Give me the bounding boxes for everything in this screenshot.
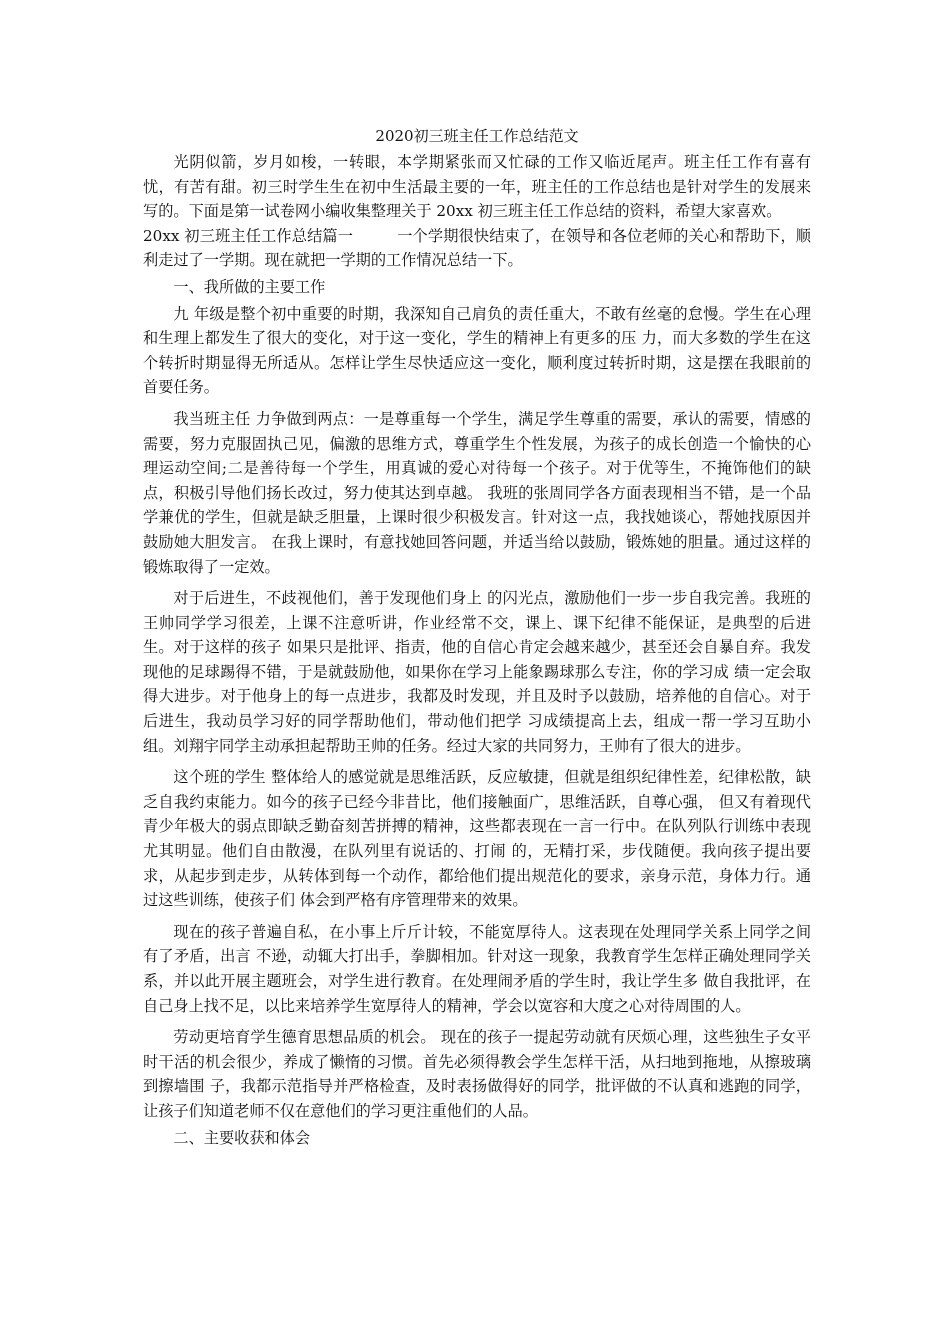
section-heading-2: 二、主要收获和体会 [173,1128,311,1147]
part1-text: 一个学期很快结束了，在领导和各位老师的关心和帮助下，顺利走过了一学期。现在就把一学期的工作情况总结一下。 [143,226,811,270]
part1-paragraph [143,224,811,273]
body-paragraph-2: 我当班主任 力争做到两点：一是尊重每一个学生，满足学生尊重的需要，承认的需要，情感的需要，努力克服固执己见，偏激的思维方式，尊重学生个性发展，为孩子的成长创造一个愉快的心理运动空间;二是善待每一个学生，用真诚的爱心对待每一个孩子。对于优等生，不掩饰他们的缺点，积极引导他们扬长改过，努力使其达到卓越。 我班的张周同学各方面表现相当不错，是一个品学兼优的学生，但就是缺乏胆量，上课时很少积极发言。针对这一点，我找她谈心，帮她找原因并鼓励她大胆发言。 在我上课时，有意找她回答问题，并适当给以鼓励，锻炼她的胆量。通过这样的锻炼取得了一定效。 [143,409,811,576]
intro-paragraph: 光阴似箭，岁月如梭，一转眼，本学期紧张而又忙碌的工作又临近尾声。班主任工作有喜有忧，有苦有甜。初三时学生生在初中生活最主要的一年，班主任的工作总结也是针对学生的发展来写的。下面是第一试卷网小编收集整理关于 20xx 初三班主任工作总结的资料，希望大家喜欢。 [143,153,811,221]
body-paragraph-4: 这个班的学生 整体给人的感觉就是思维活跃，反应敏捷，但就是组织纪律性差，纪律松散，缺乏自我约束能力。如今的孩子已经今非昔比，他们接触面广，思维活跃，自尊心强， 但又有着现代青少年极大的弱点即缺乏勤奋刻苦拼搏的精神，这些都表现在一言一行中。在队列队行训练中表现尤其明显。他们自由散漫，在队列里有说话的、打闹 的，无精打采，步伐随便。我向孩子提出要求，从起步到走步，从转体到每一个动作，都给他们提出规范化的要求，亲身示范，身体力行。通过这些训练，使孩子们 体会到严格有序管理带来的效果。 [143,768,811,910]
document-page [143,124,811,1150]
document-title: 2020初三班主任工作总结范文 [375,127,579,145]
body-paragraph-6: 劳动更培育学生德育思想品质的机会。 现在的孩子一提起劳动就有厌烦心理，这些独生子女平时干活的机会很少，养成了懒惰的习惯。首先必须得教会学生怎样干活，从扫地到拖地，从擦玻璃到擦墙围 子，我都示范指导并严格检查，及时表扬做得好的同学，批评做的不认真和逃跑的同学，让孩子们知道老师不仅在意他们的学习更注重他们的人品。 [143,1028,811,1120]
body-paragraph-3: 对于后进生，不歧视他们，善于发现他们身上 的闪光点，激励他们一步一步自我完善。我班的王帅同学学习很差，上课不注意听讲，作业经常不交，课上、课下纪律不能保证，是典型的后进生。对于这样的孩子 如果只是批评、指责，他的自信心肯定会越来越少，甚至还会自暴自弃。我发现他的足球踢得不错，于是就鼓励他，如果你在学习上能象踢球那么专注，你的学习成 绩一定会取得大进步。对于他身上的每一点进步，我都及时发现，并且及时予以鼓励，培养他的自信心。对于后进生，我动员学习好的同学帮助他们，带动他们把学 习成绩提高上去，组成一帮一学习互助小组。刘翔宇同学主动承担起帮助王帅的任务。经过大家的共同努力，王帅有了很大的进步。 [143,589,811,755]
section-heading-1: 一、我所做的主要工作 [173,277,326,296]
part1-label: 20xx 初三班主任工作总结篇一 [143,226,354,245]
body-paragraph-1: 九 年级是整个初中重要的时期，我深知自己肩负的责任重大，不敢有丝毫的怠慢。学生在心理和生理上都发生了很大的变化，对于这一变化，学生的精神上有更多的压 力，而大多数的学生在这个转折时期显得无所适从。怎样让学生尽快适应这一变化，顺利度过转折时期，这是摆在我眼前的首要任务。 [143,304,811,397]
body-paragraph-5: 现在的孩子普遍自私，在小事上斤斤计较，不能宽厚待人。这表现在处理同学关系上同学之间有了矛盾，出言 不逊，动辄大打出手，拳脚相加。针对这一现象，我教育学生怎样正确处理同学关系，并以此开展主题班会，对学生进行教育。在处理闹矛盾的学生时，我让学生多 做自我批评，在自己身上找不足，以比来培养学生宽厚待人的精神，学会以宽容和大度之心对待周围的人。 [143,922,811,1015]
